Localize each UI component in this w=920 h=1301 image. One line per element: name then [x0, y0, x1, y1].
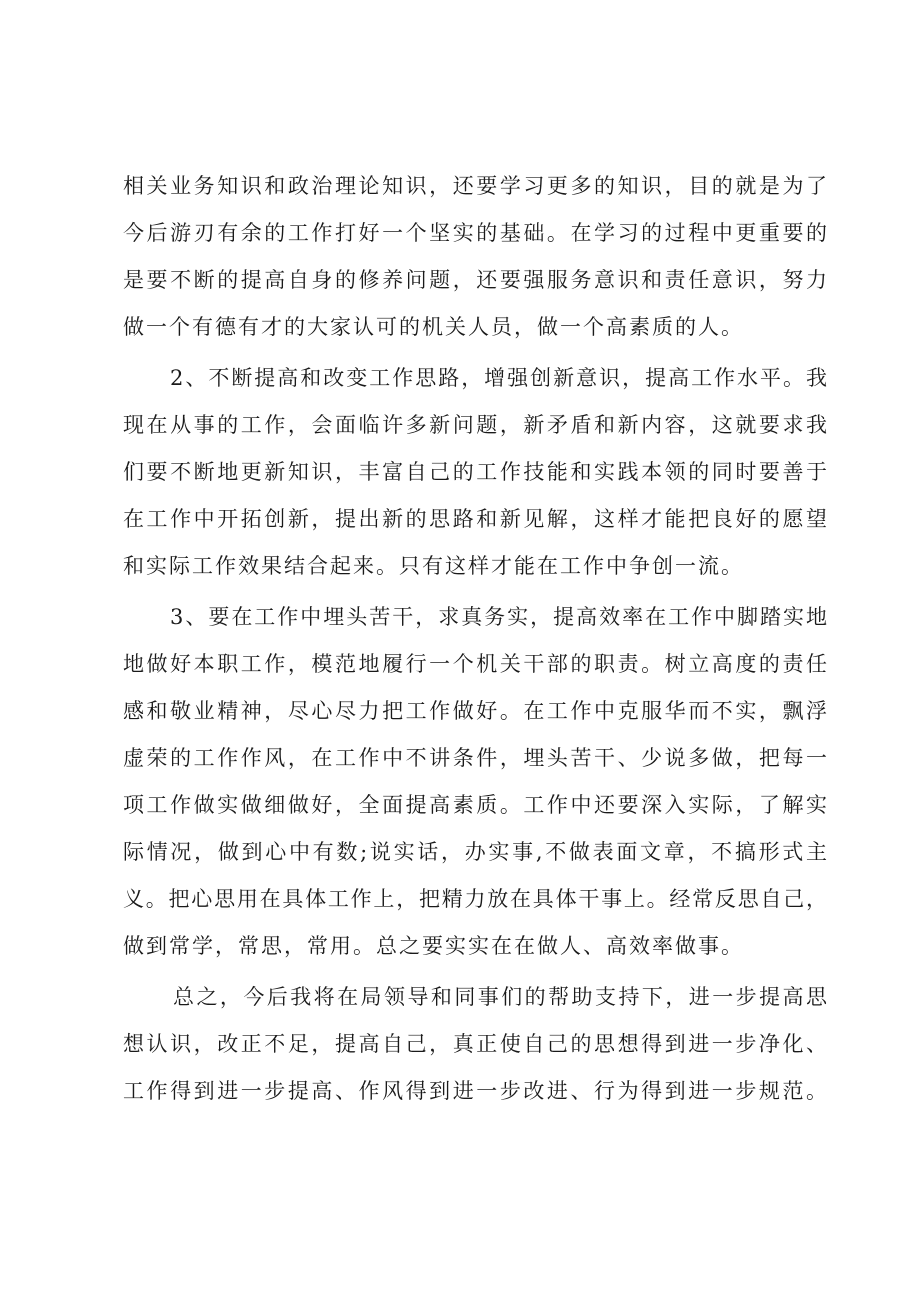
text-line: 项工作做实做细做好，全面提高素质。工作中还要深入实际，了解实 [123, 793, 827, 817]
text-line: 做到常学，常思，常用。总之要实实在在做人、高效率做事。 [123, 934, 744, 958]
text-line: 在工作中开拓创新，提出新的思路和新见解，这样才能把良好的愿望 [123, 507, 827, 531]
text-line: 虚荣的工作作风，在工作中不讲条件，埋头苦干、少说多做，把每一 [123, 746, 827, 770]
text-line: 2、不断提高和改变工作思路，增强创新意识，提高工作水平。我 [170, 366, 827, 390]
paragraph-point-3 [123, 594, 827, 970]
text-line: 工作得到进一步提高、作风得到进一步改进、行为得到进一步规范。 [123, 1079, 827, 1103]
text-line: 际情况，做到心中有数;说实话，办实事,不做表面文章，不搞形式主 [123, 840, 827, 864]
document-body [123, 163, 827, 1115]
text-line: 今后游刃有余的工作打好一个坚实的基础。在学习的过程中更重要的 [123, 221, 827, 245]
text-line: 总之，今后我将在局领导和同事们的帮助支持下，进一步提高思 [173, 985, 827, 1009]
text-line: 是要不断的提高自身的修养问题，还要强服务意识和责任意识，努力 [123, 268, 827, 292]
text-line: 想认识，改正不足，提高自己，真正使自己的思想得到进一步净化、 [123, 1032, 827, 1056]
paragraph-continued-study [123, 163, 827, 351]
text-line: 现在从事的工作，会面临许多新问题，新矛盾和新内容，这就要求我 [123, 413, 827, 437]
text-line: 们要不断地更新知识，丰富自己的工作技能和实践本领的同时要善于 [123, 460, 827, 484]
text-line: 感和敬业精神，尽心尽力把工作做好。在工作中克服华而不实，飘浮 [123, 699, 827, 723]
paragraph-conclusion [123, 974, 827, 1115]
paragraph-point-2 [123, 355, 827, 590]
text-line: 做一个有德有才的大家认可的机关人员，做一个高素质的人。 [123, 315, 744, 339]
text-line: 相关业务知识和政治理论知识，还要学习更多的知识，目的就是为了 [123, 174, 827, 198]
text-line: 和实际工作效果结合起来。只有这样才能在工作中争创一流。 [123, 554, 744, 578]
text-line: 地做好本职工作，模范地履行一个机关干部的职责。树立高度的责任 [123, 652, 827, 676]
text-line: 义。把心思用在具体工作上，把精力放在具体干事上。经常反思自己， [123, 887, 827, 911]
text-line: 3、要在工作中埋头苦干，求真务实，提高效率在工作中脚踏实地 [170, 605, 827, 629]
